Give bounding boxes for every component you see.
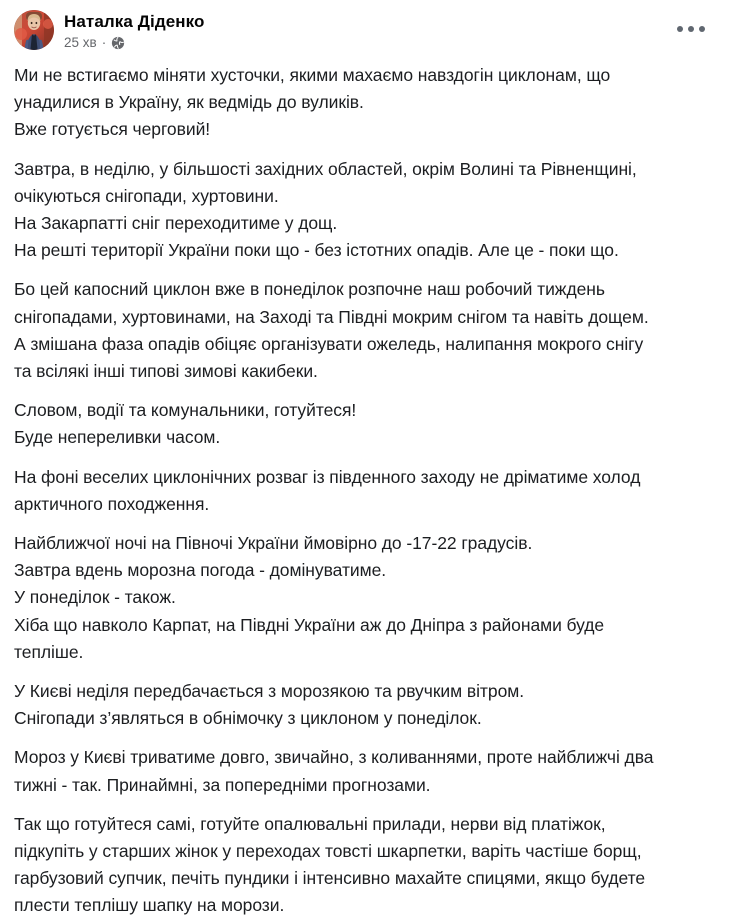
post-text-line: А змішана фаза опадів обіцяє організувати ожеледь, налипання мокрого снігу [14,333,644,354]
post-paragraph [14,464,694,518]
post-paragraph [14,276,694,385]
author-name[interactable]: Наталка Діденко [64,12,205,31]
post-text-line: У Києві неділя передбачається з морозякою та рвучким вітром. [14,681,525,702]
post-text-line: На Закарпатті сніг переходитиме у дощ. [14,213,338,234]
post-text-line: унадилися в Україну, як ведмідь до вуликів. [14,92,364,113]
post-text-line: снігопадами, хуртовинами, на Заході та Півдні мокрим снігом та навіть дощем. [14,306,649,327]
post-paragraph [14,811,694,920]
post-text [0,62,729,920]
post-text-line: Бо цей капосний циклон вже в понеділок розпочне наш робочий тиждень [14,279,605,300]
post-text-line: Так що готуйтеся самі, готуйте опалювальні прилади, нерви від платіжок, [14,813,606,834]
post-meta [64,34,205,51]
post-text-line: Хіба що навколо Карпат, на Півдні України аж до Дніпра з районами буде [14,614,605,635]
author-block [64,10,205,51]
post-text-line: тижні - так. Принаймні, за попередніми прогнозами. [14,774,431,795]
post-paragraph [14,62,694,144]
post-text-line: На фоні веселих циклонічних розваг із південного заходу не дріматиме холод [14,466,641,487]
globe-icon[interactable] [111,36,125,50]
ellipsis-dot-3 [699,26,705,32]
post-text-line: гарбузовий супчик, печіть пундики і інтенсивно махайте спицями, якщо будете [14,868,646,889]
post-paragraph [14,530,694,666]
post-text-line: На решті території України поки що - без істотних опадів. Але це - поки що. [14,240,619,261]
post-paragraph [14,397,694,451]
post-text-line: Ми не встигаємо міняти хусточки, якими махаємо навздогін циклонам, що [14,65,611,85]
post-text-line: Завтра вдень морозна погода - домінуватиме. [14,560,387,581]
post-text-line: та всілякі інші типові зимові какибеки. [14,361,318,382]
post-header [0,0,729,62]
ellipsis-dot-1 [677,26,683,32]
ellipsis-dot-2 [688,26,694,32]
post-text-line: У понеділок - також. [14,587,176,608]
avatar[interactable] [14,10,54,50]
post-text-line: Буде непереливки часом. [14,427,221,448]
post-text-line: підкупіть у старших жінок у переходах товсті шкарпетки, варіть частіше борщ, [14,841,642,862]
timestamp[interactable]: 25 хв [64,35,97,50]
post-text-line: Снігопади з’являться в обнімочку з циклоном у понеділок. [14,708,482,729]
post-text-line: Найближчої ночі на Півночі України ймовірно до -17-22 градусів. [14,533,533,554]
post-text-line: очікуються снігопади, хуртовини. [14,185,279,206]
post-options-button[interactable] [675,18,707,40]
post-text-line: Вже готується черговий! [14,119,211,140]
post-text-line: арктичного походження. [14,493,210,514]
post-text-line: тепліше. [14,641,84,662]
post-paragraph [14,744,694,798]
meta-separator: · [101,35,107,50]
post-paragraph [14,156,694,265]
post-text-line: Мороз у Києві триватиме довго, звичайно, з коливаннями, проте найближчі два [14,747,654,768]
post-text-line: плести теплішу шапку на морози. [14,895,285,916]
post-paragraph [14,678,694,732]
post-text-line: Словом, водії та комунальники, готуйтеся! [14,400,357,421]
post-text-line: Завтра, в неділю, у більшості західних областей, окрім Волині та Рівненщині, [14,158,637,179]
